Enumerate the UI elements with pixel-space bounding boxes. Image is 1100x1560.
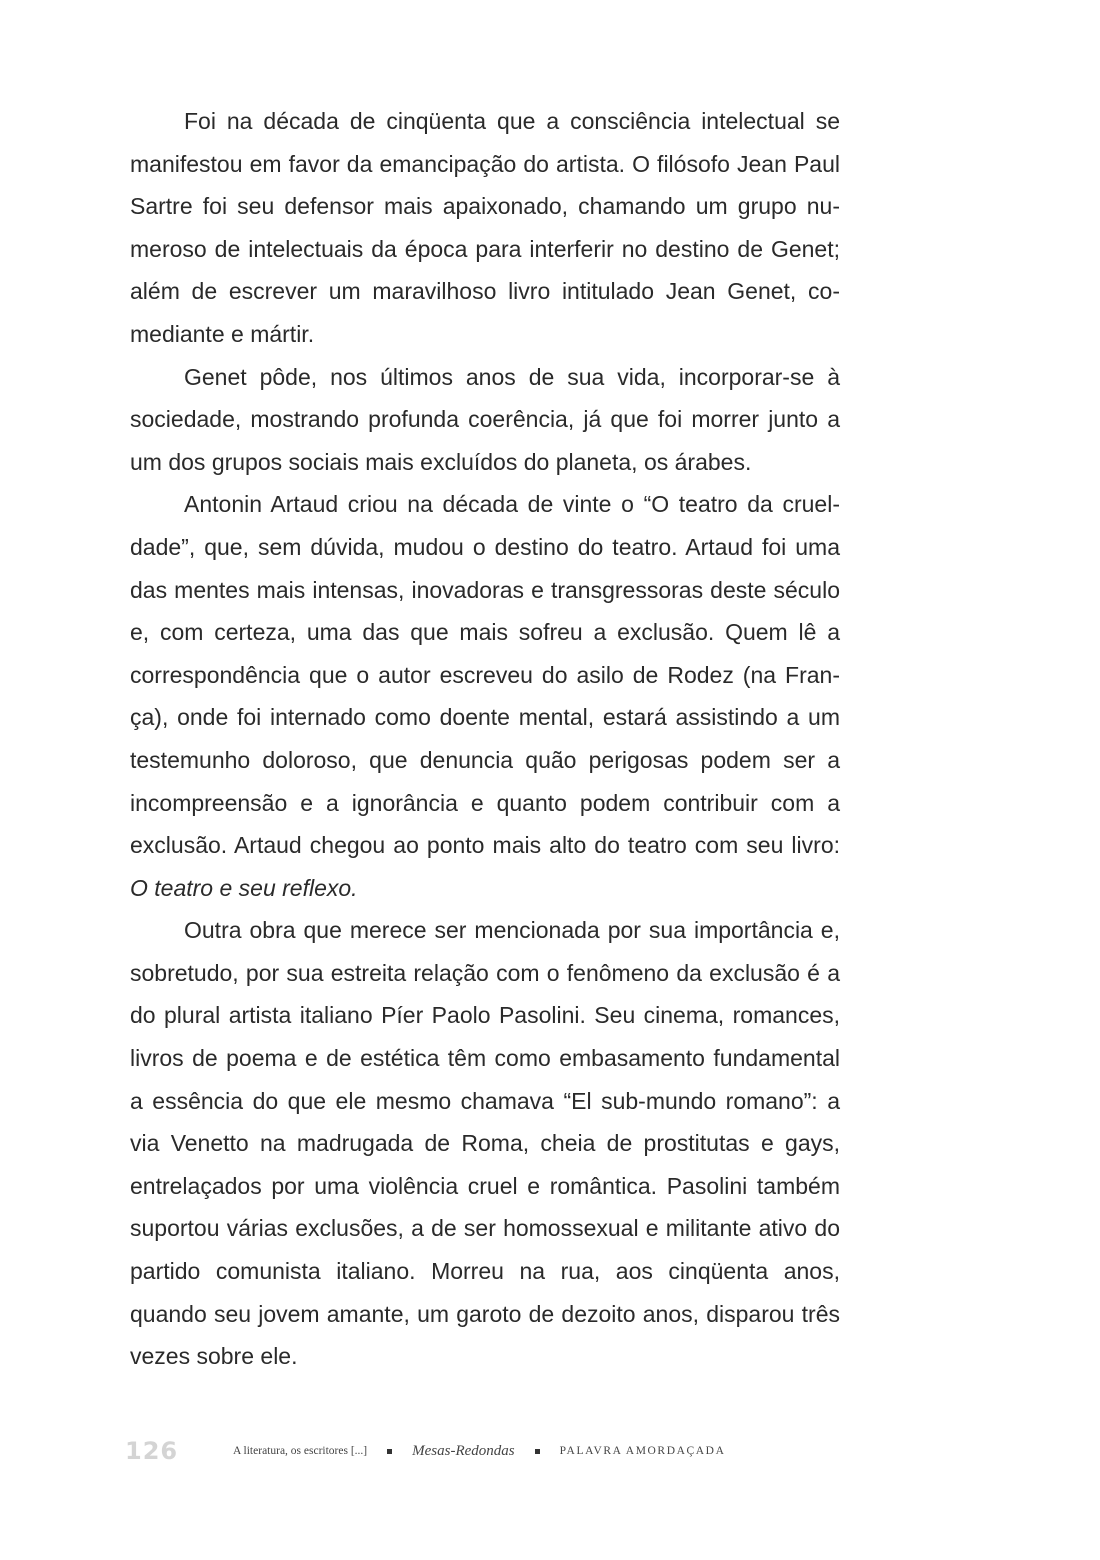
paragraph-artaud: Antonin Artaud criou na década de vinte o “O teatro da crueldade”, que, sem dúvida, mudou o destino do teatro. Artaud foi uma das mentes mais intensas, inovadoras e transgressoras deste século e, com certeza, uma das que mais sofreu a exclusão. Quem lê a correspondência que o autor escreveu do asilo de Rodez (na França), onde foi internado como doente mental, estará assistindo a um testemunho doloroso, que denuncia quão perigosas podem ser a incompreensão e a ignorância e quanto podem contribuir com a exclusão. Artaud chegou ao ponto mais alto do teatro com seu livro: O teatro e seu reflexo. — [130, 491, 840, 901]
bullet-separator-icon — [535, 1449, 540, 1454]
paragraph-sartre-genet: Foi na década de cinqüenta que a consciência intelectual se manifestou em favor da emancipação do artista. O filósofo Jean Paul Sartre foi seu defensor mais apaixonado, chamando um grupo numeroso de intelectuais da época para interferir no destino de Genet; além de escrever um maravilhoso livro intitulado Jean Genet, comediante e mártir. — [130, 108, 840, 347]
page-number: 126 — [125, 1437, 179, 1465]
footer-section: PALAVRA AMORDAÇADA — [559, 1445, 726, 1457]
footer-series: Mesas-Redondas — [412, 1442, 515, 1459]
page-footer — [125, 1436, 845, 1466]
body-text — [130, 100, 840, 1378]
paragraph-genet-arabes: Genet pôde, nos últimos anos de sua vida, incorporar-se à sociedade, mostrando profunda coerência, já que foi morrer junto a um dos grupos sociais mais excluídos do planeta, os árabes. — [130, 363, 840, 475]
book-title-italic: O teatro e seu reflexo. — [130, 874, 358, 901]
footer-book-title: A literatura, os escritores [...] — [233, 1445, 368, 1457]
bullet-separator-icon — [387, 1449, 392, 1454]
paragraph-pasolini: Outra obra que merece ser mencionada por sua importância e, sobretudo, por sua estreita relação com o fenômeno da exclusão é a do plural artista italiano Píer Paolo Pasolini. Seu cinema, romances, livros de poema e de estética têm como embasamento fundamental a essência do que ele mesmo chamava “El sub-mundo romano”: a via Venetto na madrugada de Roma, cheia de prostitutas e gays, entrelaçados por uma violência cruel e romântica. Pasolini também suportou várias exclusões, a de ser homossexual e militante ativo do partido comunista italiano. Morreu na rua, aos cinqüenta anos, quando seu jovem amante, um garoto de dezoito anos, disparou três vezes sobre ele. — [130, 917, 840, 1370]
